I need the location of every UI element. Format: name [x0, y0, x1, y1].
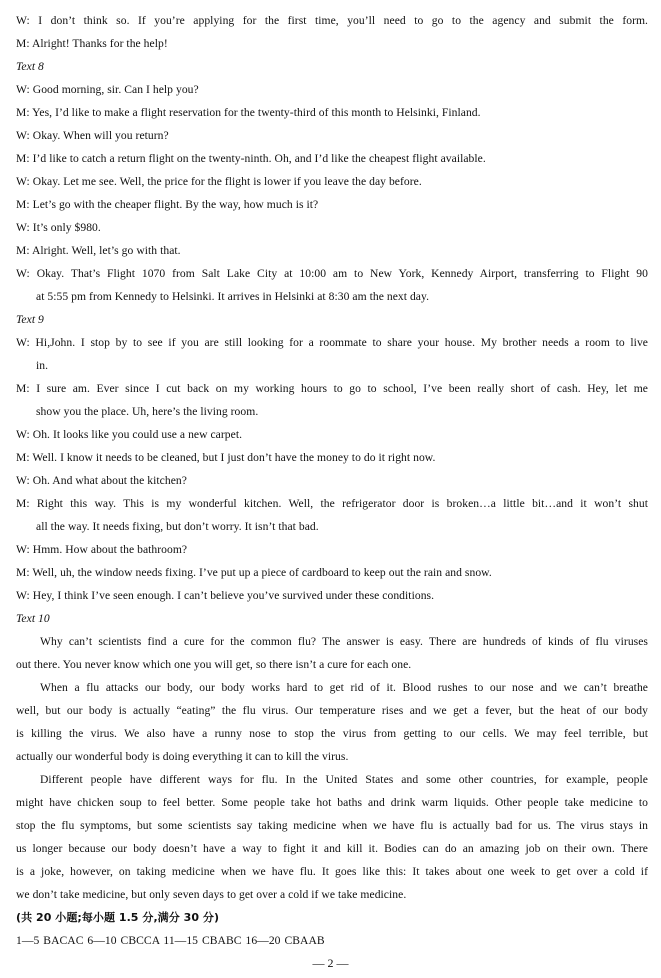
dialogue-line: W: I don’t think so. If you’re applying for the first time, you’ll need to go to the agency and submit the form. — [16, 14, 648, 27]
scoring-note: (共 20 小题;每小题 1.5 分,满分 30 分) — [16, 911, 220, 924]
dialogue-line: W: Okay. When will you return? — [16, 129, 169, 142]
dialogue-line: M: Right this way. This is my wonderful kitchen. Well, the refrigerator door is broken…a little bit…and it won’t shut — [16, 497, 648, 510]
dialogue-line: W: Okay. That’s Flight 1070 from Salt Lake City at 10:00 am to New York, Kennedy Airport, transferring to Flight 90 — [16, 267, 648, 280]
answer-key: 1—5 BACAC 6—10 CBCCA 11—15 CBABC 16—20 CBAAB — [16, 934, 325, 947]
dialogue-line: M: Well. I know it needs to be cleaned, but I just don’t have the money to do it right now. — [16, 451, 436, 464]
dialogue-line: W: Okay. Let me see. Well, the price for the flight is lower if you leave the day before. — [16, 175, 422, 188]
paragraph-line: is a joke, however, on taking medicine when we have flu. It goes like this: It takes about one week to get over a cold if — [16, 865, 648, 878]
dialogue-line-continued: show you the place. Uh, here’s the living room. — [36, 405, 259, 418]
dialogue-line: M: Let’s go with the cheaper flight. By the way, how much is it? — [16, 198, 319, 211]
paragraph-line: is killing the virus. We also have a runny nose to stop the virus from getting to our cells. We may feel terrible, but — [16, 727, 648, 740]
dialogue-line: W: Hey, I think I’ve seen enough. I can’t believe you’ve survived under these conditions. — [16, 589, 435, 602]
paragraph-line: When a flu attacks our body, our body works hard to get rid of it. Blood rushes to our nose and we can’t breathe — [40, 681, 648, 694]
dialogue-line: W: Good morning, sir. Can I help you? — [16, 83, 199, 96]
dialogue-line: W: Oh. It looks like you could use a new carpet. — [16, 428, 243, 441]
dialogue-line: M: I’d like to catch a return flight on the twenty-ninth. Oh, and I’d like the cheapest flight available. — [16, 152, 486, 165]
section-label-text-8: Text 8 — [16, 60, 44, 73]
dialogue-line: W: Oh. And what about the kitchen? — [16, 474, 187, 487]
dialogue-line-continued: in. — [36, 359, 49, 372]
paragraph-line: we don’t take medicine, but only seven days to get over a cold if we take medicine. — [16, 888, 407, 901]
dialogue-line: M: Alright. Well, let’s go with that. — [16, 244, 181, 257]
dialogue-line: W: It’s only $980. — [16, 221, 101, 234]
dialogue-line: M: Yes, I’d like to make a flight reservation for the twenty-third of this month to Helsinki, Finland. — [16, 106, 481, 119]
paragraph-line: stop the flu symptoms, but some scientists say taking medicine when we have flu is actually bad for us. The virus stays in — [16, 819, 648, 832]
dialogue-line: M: Alright! Thanks for the help! — [16, 37, 168, 50]
paragraph-line: Why can’t scientists find a cure for the common flu? The answer is easy. There are hundreds of kinds of flu viruses — [40, 635, 648, 648]
paragraph-line: us longer because our body doesn’t have a way to fight it and kill it. Bodies can do an amazing job on their own. There — [16, 842, 648, 855]
dialogue-line-continued: all the way. It needs fixing, but don’t worry. It isn’t that bad. — [36, 520, 319, 533]
paragraph-line: might have chicken soup to feel better. Some people take hot baths and drink warm liquids. Other people take medicine to — [16, 796, 648, 809]
page-number: — 2 — — [312, 956, 349, 970]
section-label-text-9: Text 9 — [16, 313, 44, 326]
dialogue-line: W: Hmm. How about the bathroom? — [16, 543, 188, 556]
paragraph-line: well, but our body is actually “eating” the flu virus. Our temperature rises and we get a fever, but the heat of our body — [16, 704, 648, 717]
dialogue-line: W: Hi,John. I stop by to see if you are still looking for a roommate to share your house. My brother needs a room to live — [16, 336, 648, 349]
dialogue-line: M: Well, uh, the window needs fixing. I’ve put up a piece of cardboard to keep out the rain and snow. — [16, 566, 492, 579]
paragraph-line: Different people have different ways for flu. In the United States and some other countries, for example, people — [40, 773, 648, 786]
paragraph-line: out there. You never know which one you will get, so there isn’t a cure for each one. — [16, 658, 412, 671]
dialogue-line-continued: at 5:55 pm from Kennedy to Helsinki. It arrives in Helsinki at 8:30 am the next day. — [36, 290, 430, 303]
section-label-text-10: Text 10 — [16, 612, 50, 625]
paragraph-line: actually our wonderful body is doing everything it can to kill the virus. — [16, 750, 349, 763]
dialogue-line: M: I sure am. Ever since I cut back on my working hours to go to school, I’ve been really short of cash. Hey, let me — [16, 382, 648, 395]
